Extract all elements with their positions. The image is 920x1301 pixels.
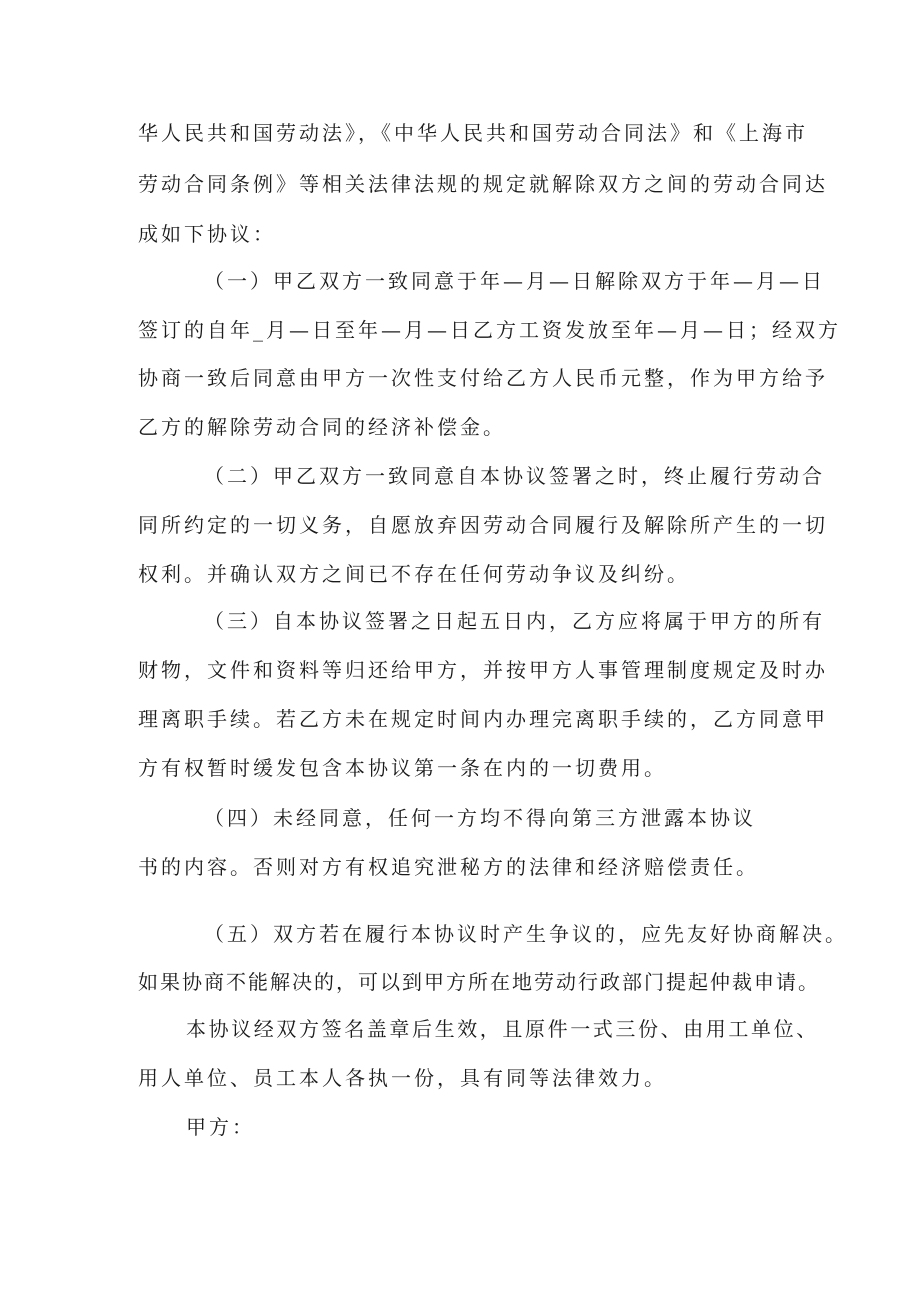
text-line: 华人民共和国劳动法》，《中华人民共和国劳动合同法》和《上海市 — [138, 121, 808, 145]
text-line: 协商一致后同意由甲方一次性支付给乙方人民币元整，作为甲方给予 — [138, 366, 828, 390]
text-line: 用人单位、员工本人各执一份，具有同等法律效力。 — [138, 1066, 667, 1090]
text-line: 书的内容。否则对方有权追究泄秘方的法律和经济赔偿责任。 — [138, 855, 759, 879]
clause-5-start: （五）双方若在履行本协议时产生争议的，应先友好协商解决。 — [204, 922, 848, 946]
clause-3-start: （三）自本协议签署之日起五日内，乙方应将属于甲方的所有 — [204, 609, 825, 633]
effectiveness-paragraph-start: 本协议经双方签名盖章后生效，且原件一式三份、由用工单位、 — [186, 1017, 819, 1041]
party-a-signature-label: 甲方： — [186, 1115, 255, 1139]
text-line: 乙方的解除劳动合同的经济补偿金。 — [138, 415, 506, 439]
clause-4-start: （四）未经同意，任何一方均不得向第三方泄露本协议 — [204, 806, 756, 830]
clause-1-start: （一）甲乙双方一致同意于年—月—日解除双方于年—月—日 — [204, 269, 825, 293]
text-line: 同所约定的一切义务，自愿放弃因劳动合同履行及解除所产生的一切 — [138, 513, 828, 537]
text-line: 权利。并确认双方之间已不存在任何劳动争议及纠纷。 — [138, 562, 690, 586]
text-line: 财物，文件和资料等归还给甲方，并按甲方人事管理制度规定及时办 — [138, 658, 828, 682]
text-line: 劳动合同条例》等相关法律法规的规定就解除双方之间的劳动合同达 — [138, 172, 828, 196]
text-line: 成如下协议： — [138, 222, 276, 246]
text-line: 如果协商不能解决的，可以到甲方所在地劳动行政部门提起仲裁申请。 — [138, 970, 820, 994]
text-line: 理离职手续。若乙方未在规定时间内办理完离职手续的，乙方同意甲 — [138, 707, 828, 731]
text-line: 签订的自年_月—日至年—月—日乙方工资发放至年—月—日；经双方 — [138, 318, 841, 342]
clause-2-start: （二）甲乙双方一致同意自本协议签署之时，终止履行劳动合 — [204, 464, 825, 488]
text-line: 方有权暂时缓发包含本协议第一条在内的一切费用。 — [138, 756, 667, 780]
